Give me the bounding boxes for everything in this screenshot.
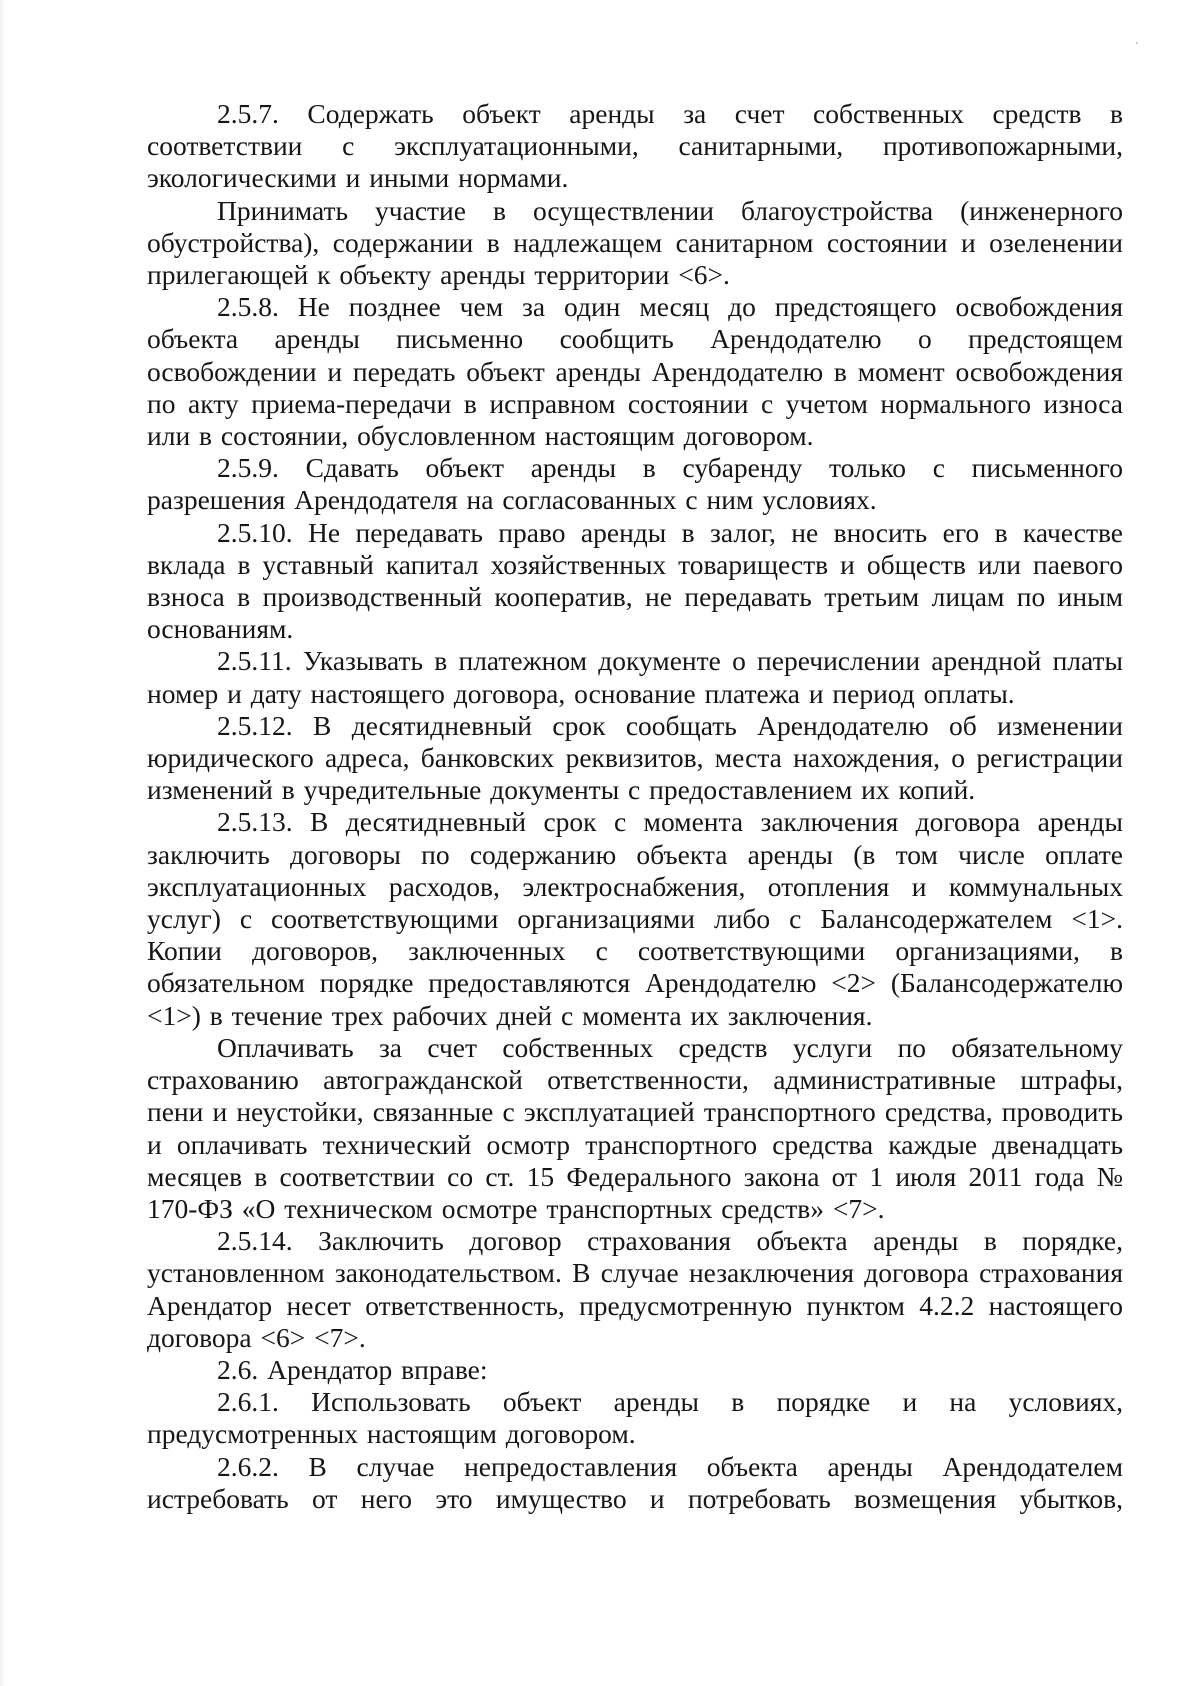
contract-text-body xyxy=(147,98,1123,1515)
clause-2-5-9: 2.5.9. Сдавать объект аренды в субаренду только с письменного разрешения Арендодателя на согласованных с ним условиях. xyxy=(147,452,1123,516)
clause-2-5-7-improvement: Принимать участие в осуществлении благоустройства (инженерного обустройства), содержании в надлежащем санитарном состоянии и озеленении прилегающей к объекту аренды территории <6>. xyxy=(147,194,1123,291)
scan-speck xyxy=(1136,42,1138,44)
clause-2-5-8: 2.5.8. Не позднее чем за один месяц до предстоящего освобождения объекта аренды письменно сообщить Арендодателю о предстоящем освобождении и передать объект аренды Арендодателю в момент освобождения по акту приема-передачи в исправном состоянии с учетом нормального износа или в состоянии, обусловленном настоящим договором. xyxy=(147,291,1123,452)
clause-2-5-11: 2.5.11. Указывать в платежном документе о перечислении арендной платы номер и дату настоящего договора, основание платежа и период оплаты. xyxy=(147,645,1123,709)
clause-2-5-7: 2.5.7. Содержать объект аренды за счет собственных средств в соответствии с эксплуатационными, санитарными, противопожарными, экологическими и иными нормами. xyxy=(147,98,1123,194)
clause-2-5-12: 2.5.12. В десятидневный срок сообщать Арендодателю об изменении юридического адреса, банковских реквизитов, места нахождения, о регистрации изменений в учредительные документы с предоставлением их копий. xyxy=(147,709,1123,806)
clause-2-6-heading: 2.6. Арендатор вправе: xyxy=(217,1353,488,1385)
clause-2-5-13-vehicle-costs: Оплачивать за счет собственных средств услуги по обязательному страхованию автогражданской ответственности, административные штрафы, пени и неустойки, связанные с эксплуатацией транспортного средства, проводить и оплачивать технический осмотр транспортного средства каждые двенадцать месяцев в соответствии со ст. 15 Федерального закона от 1 июля 2011 года № 170-ФЗ «О техническом осмотре транспортных средств» <7>. xyxy=(147,1031,1123,1224)
clause-2-5-14: 2.5.14. Заключить договор страхования объекта аренды в порядке, установленном законодательством. В случае незаключения договора страхования Арендатор несет ответственность, предусмотренную пунктом 4.2.2 настоящего договора <6> <7>. xyxy=(147,1225,1123,1353)
scan-edge-shadow xyxy=(0,0,6,1686)
clause-2-5-10: 2.5.10. Не передавать право аренды в залог, не вносить его в качестве вклада в уставный капитал хозяйственных товариществ и обществ или паевого взноса в производственный кооператив, не передавать третьим лицам по иным основаниям. xyxy=(147,516,1123,645)
clause-2-6-1: 2.6.1. Использовать объект аренды в порядке и на условиях, предусмотренных настоящим договором. xyxy=(147,1386,1123,1450)
clause-2-5-13: 2.5.13. В десятидневный срок с момента заключения договора аренды заключить договоры по содержанию объекта аренды (в том числе оплате эксплуатационных расходов, электроснабжения, отопления и коммунальных услуг) с соответствующими организациями либо с Балансодержателем <1>. Копии договоров, заключенных с соответствующими организациями, в обязательном порядке предоставляются Арендодателю <2> (Балансодержателю <1>) в течение трех рабочих дней с момента их заключения. xyxy=(147,806,1123,1031)
clause-2-6-2: 2.6.2. В случае непредоставления объекта аренды Арендодателем истребовать от него это имущество и потребовать возмещения убытков, xyxy=(147,1450,1123,1514)
